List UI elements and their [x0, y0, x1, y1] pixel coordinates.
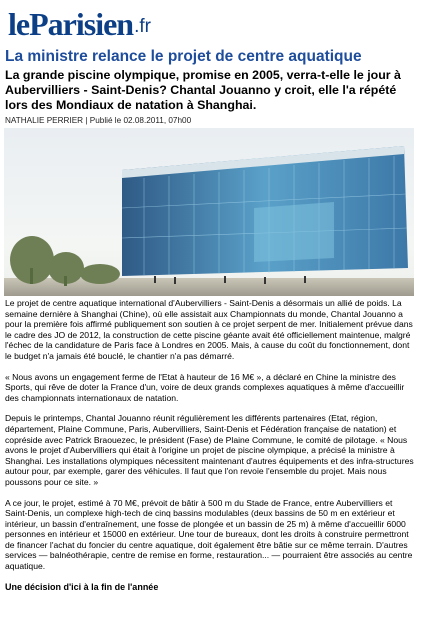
- aquatic-center-rendering: [4, 128, 414, 296]
- article-paragraph: A ce jour, le projet, estimé à 70 M€, prévoit de bâtir à 500 m du Stade de France, entre Aubervilliers et Saint-Denis, un complexe high-tech de cinq bassins modulables (deux bassins de 50 m en extérieur et intérieur, un bassin d'entraînement, une fosse de plongée et un bassin de 25 m) à même d'accueillir 6000 personnes en intérieur et 15000 en extérieur. Une tour de bureaux, dont les droits à construire permettront de financer l'achat du foncier du centre aquatique, doit également être bâtie sur ce même terrain. D'autres services — balnéothérapie, centre de remise en forme, restauration... — pourraient être associés au centre aquatique.: [5, 497, 413, 572]
- logo-suffix: .fr: [134, 16, 151, 37]
- article-subhead: Une décision d'ici à la fin de l'année: [5, 581, 159, 592]
- logo-name: Parisien: [29, 6, 134, 42]
- article-body: [5, 298, 415, 592]
- article-byline: NATHALIE PERRIER | Publié le 02.08.2011, 07h00: [5, 116, 192, 125]
- article-paragraph: Le projet de centre aquatique international d'Aubervilliers - Saint-Denis a désormais un allié de poids. La semaine dernière à Shanghai (Chine), où elle assistait aux Championnats du monde, Chantal Jouanno a pour la première fois affirmé publiquement son soutien à ce projet serpent de mer. Initialement prévue dans le cadre des JO de 2012, la construction de cette piscine géante avait été officiellement maintenue, malgré l'échec de la candidature de Paris face à Londres en 2005. Mais, à cause du coût du fonctionnement, dont le budget n'a jamais été bouclé, le chantier n'a pas démarré.: [5, 298, 413, 361]
- logo-le: le: [8, 6, 30, 42]
- article-title: La ministre relance le projet de centre aquatique: [5, 48, 362, 65]
- article-photo: [4, 128, 414, 296]
- site-logo[interactable]: [8, 6, 151, 42]
- article-paragraph: Depuis le printemps, Chantal Jouanno réunit régulièrement les différents partenaires (Etat, région, département, Plaine Commune, Paris, Aubervilliers, Saint-Denis et Fédération française de natation) et copréside avec Patrick Braouezec, le président (Fase) de Plaine Commune, le comité de pilotage. « Nous avons le projet d'Aubervilliers qui était à l'origine un projet de piscine olympique, a précisé la ministre à Shanghai. Les installations olympiques nécessitent maintenant d'autres équipements et des infra-structures autour pour, par exemple, garer des véhicules. Il faut que l'on revoie l'ensemble du projet. Mais nous poussons pour ce site. »: [5, 413, 414, 487]
- article-subtitle: La grande piscine olympique, promise en 2005, verra-t-elle le jour à Aubervilliers - Saint-Denis? Chantal Jouanno y croit, elle l'a répété lors des Mondiaux de natation à Shanghai.: [5, 68, 401, 112]
- article-paragraph: « Nous avons un engagement ferme de l'Etat à hauteur de 16 M€ », a déclaré en Chine la ministre des Sports, qui rêve de doter la France d'un, voire de deux grands complexes aquatiques à même d'accueillir des championnats internationaux de natation.: [5, 371, 405, 403]
